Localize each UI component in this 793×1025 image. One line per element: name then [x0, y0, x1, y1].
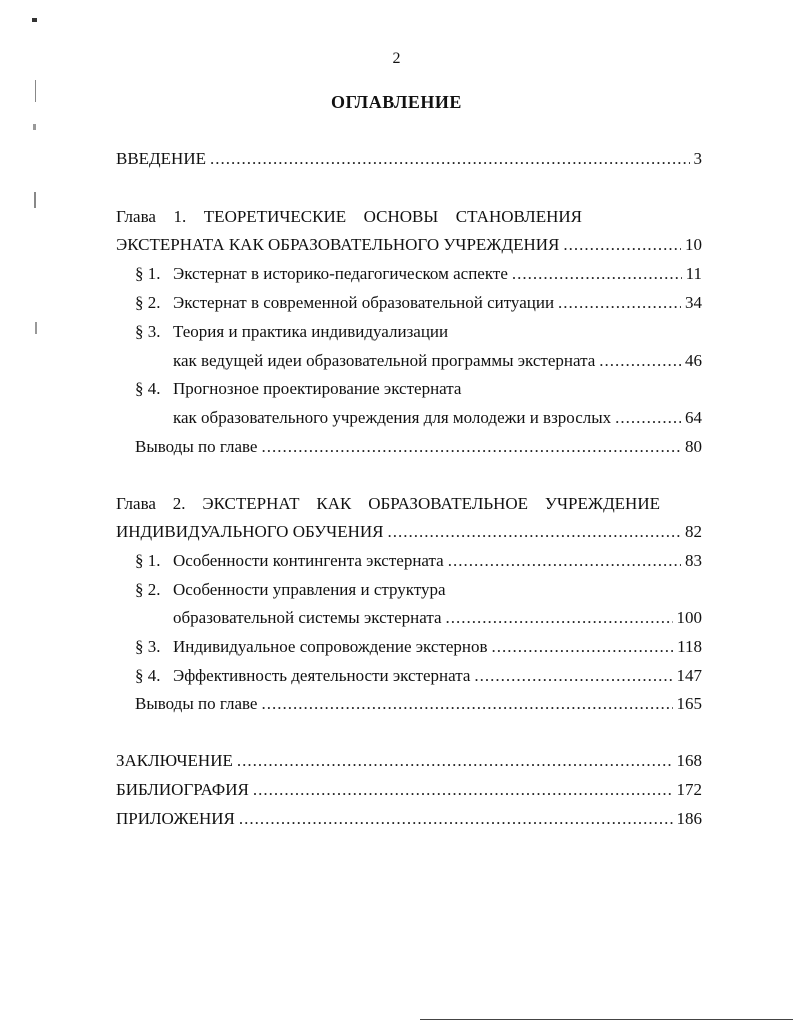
toc-page: 83 — [685, 551, 702, 570]
toc-leader — [615, 405, 681, 431]
section-number: § 4. — [135, 379, 161, 398]
toc-entry-ch2-s1 — [135, 548, 702, 574]
toc-entry-ch2-s2-line2 — [173, 605, 702, 631]
toc-page: 186 — [676, 809, 702, 828]
toc-page: 3 — [693, 149, 702, 168]
toc-label: как ведущей идеи образовательной программы экстерната — [173, 351, 596, 370]
toc-entry-chapter1 — [116, 232, 702, 258]
scan-speck — [32, 18, 37, 22]
toc-page: 10 — [685, 235, 702, 254]
toc-leader — [253, 777, 673, 803]
toc-leader — [492, 634, 674, 660]
toc-page: 147 — [676, 666, 702, 685]
toc-label: Особенности контингента экстерната — [173, 551, 444, 570]
toc-leader — [261, 434, 681, 460]
scan-speck — [35, 322, 37, 334]
toc-leader — [448, 548, 681, 574]
toc-label: Выводы по главе — [135, 694, 258, 713]
toc-leader — [388, 519, 682, 545]
toc-label: образовательной системы экстерната — [173, 608, 442, 627]
toc-label: ЗАКЛЮЧЕНИЕ — [116, 751, 233, 770]
toc-page: 118 — [677, 637, 702, 656]
toc-page: 100 — [676, 608, 702, 627]
toc-page: 165 — [676, 694, 702, 713]
toc-entry-ch2-s2-line1 — [135, 577, 702, 603]
toc-label: Экстернат в историко-педагогическом аспекте — [173, 264, 508, 283]
toc-label: ВВЕДЕНИЕ — [116, 149, 206, 168]
toc-entry-bibliography — [116, 777, 702, 803]
toc-entry-ch1-s3-line2 — [173, 348, 702, 374]
section-number: § 4. — [135, 666, 161, 685]
toc-page: 172 — [676, 780, 702, 799]
toc-label: Эффективность деятельности экстерната — [173, 666, 471, 685]
toc-entry-ch1-s4-line1 — [135, 376, 702, 402]
toc-label: как образовательного учреждения для молодежи и взрослых — [173, 408, 612, 427]
toc-leader — [599, 348, 681, 374]
toc-page: 46 — [685, 351, 702, 370]
toc-entry-appendices — [116, 806, 702, 832]
toc-entry-ch2-s3 — [135, 634, 702, 660]
scan-speck — [33, 124, 36, 130]
toc-leader — [446, 605, 673, 631]
toc-page: 34 — [685, 293, 702, 312]
toc-label: Индивидуальное сопровождение экстернов — [173, 637, 488, 656]
scan-edge-rule — [420, 1019, 793, 1020]
toc-leader — [558, 290, 681, 316]
chapter2-heading-line1: Глава 2. ЭКСТЕРНАТ КАК ОБРАЗОВАТЕЛЬНОЕ УЧРЕЖДЕНИЕ — [116, 494, 660, 513]
toc-entry-ch1-s4-line2 — [173, 405, 702, 431]
toc-page: 64 — [685, 408, 702, 427]
toc-label: Экстернат в современной образовательной ситуации — [173, 293, 555, 312]
toc-leader — [210, 146, 690, 172]
toc-entry-ch1-s2 — [135, 290, 702, 316]
toc-label: Прогнозное проектирование экстерната — [173, 379, 462, 398]
scan-speck — [34, 192, 36, 208]
section-number: § 2. — [135, 580, 161, 599]
toc-label: Особенности управления и структура — [173, 580, 446, 599]
toc-leader — [512, 261, 682, 287]
toc-entry-conclusion — [116, 748, 702, 774]
toc-label: Теория и практика индивидуализации — [173, 322, 449, 341]
toc-label: ЭКСТЕРНАТА КАК ОБРАЗОВАТЕЛЬНОГО УЧРЕЖДЕНИЯ — [116, 235, 560, 254]
toc-entry-intro — [116, 146, 702, 172]
toc-label: ПРИЛОЖЕНИЯ — [116, 809, 235, 828]
toc-label: ИНДИВИДУАЛЬНОГО ОБУЧЕНИЯ — [116, 522, 384, 541]
toc-entry-ch1-s1 — [135, 261, 702, 287]
toc-page: 80 — [685, 437, 702, 456]
toc-leader — [563, 232, 681, 258]
toc-entry-chapter2 — [116, 519, 702, 545]
toc-leader — [261, 691, 672, 717]
toc-leader — [239, 806, 673, 832]
toc-entry-ch2-conclusions — [135, 691, 702, 717]
toc-entry-ch1-conclusions — [135, 434, 702, 460]
section-number: § 2. — [135, 293, 161, 312]
toc-leader — [474, 663, 672, 689]
page-number: 2 — [392, 50, 401, 67]
toc-label: БИБЛИОГРАФИЯ — [116, 780, 249, 799]
toc-page: 168 — [676, 751, 702, 770]
toc-page: 11 — [685, 264, 702, 283]
section-number: § 3. — [135, 637, 161, 656]
section-number: § 1. — [135, 551, 161, 570]
chapter1-heading-line1: Глава 1. ТЕОРЕТИЧЕСКИЕ ОСНОВЫ СТАНОВЛЕНИЯ — [116, 207, 582, 226]
page-title: ОГЛАВЛЕНИЕ — [331, 92, 462, 112]
toc-entry-ch1-s3-line1 — [135, 319, 702, 345]
toc-entry-ch2-s4 — [135, 663, 702, 689]
toc-leader — [237, 748, 673, 774]
toc-page: 82 — [685, 522, 702, 541]
toc-label: Выводы по главе — [135, 437, 258, 456]
section-number: § 3. — [135, 322, 161, 341]
section-number: § 1. — [135, 264, 161, 283]
